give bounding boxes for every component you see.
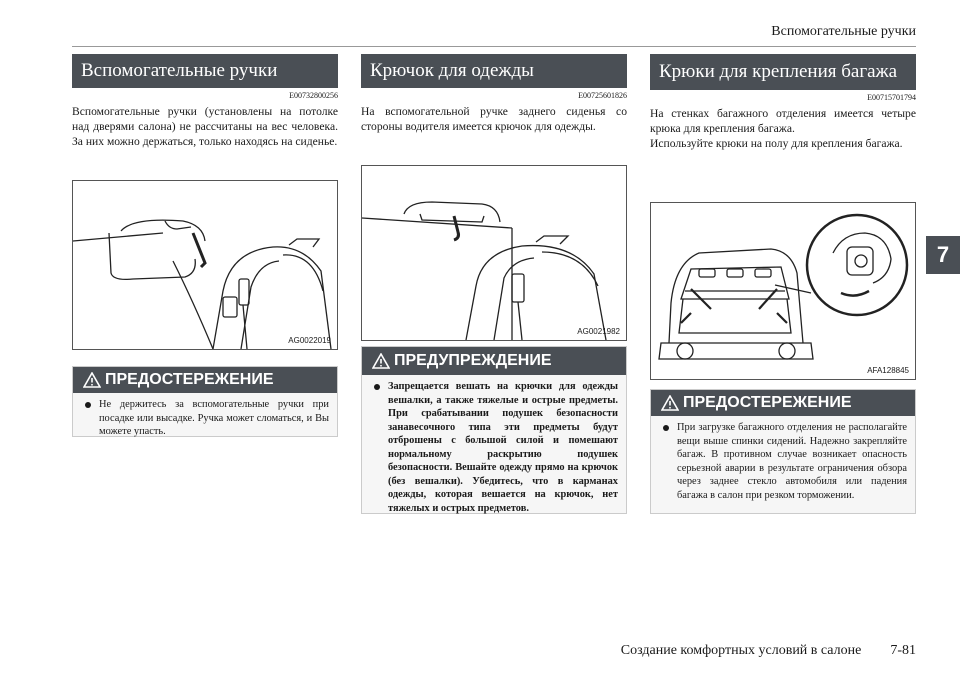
warning-caption bbox=[362, 347, 626, 375]
caution-caption bbox=[73, 367, 337, 393]
warning-triangle-icon bbox=[372, 353, 390, 369]
bullet-icon bbox=[374, 384, 380, 390]
caution-item bbox=[651, 416, 915, 508]
caution-box-luggage-hooks bbox=[650, 389, 916, 514]
page-number: 7-81 bbox=[890, 643, 916, 658]
chapter-tab: 7 bbox=[926, 236, 960, 274]
section-body-1: На стенках багажного отделения имеется четыре крюка для крепления багажа. bbox=[650, 106, 916, 135]
assist-grip-illustration bbox=[72, 180, 338, 350]
illustration-code: AG0022019 bbox=[288, 336, 331, 345]
caution-text: Не держитесь за вспомогательные ручки при посадке или высадке. Ручка может сломаться, и Вы можете упасть. bbox=[99, 399, 329, 437]
section-header-assist-grips: Вспомогательные ручки bbox=[72, 54, 338, 88]
warning-box-coat-hook bbox=[361, 346, 627, 514]
caution-text: При загрузке багажного отделения не располагайте вещи выше спинки сидений. Надежно закрепляйте багаж. В противном случае возникает опасность серьезной аварии в результате ограничения обзора через заднее стекло автомобиля или падения багажа в салон при резком торможении. bbox=[677, 422, 907, 501]
illustration-code: AG0021982 bbox=[577, 327, 620, 336]
section-code: E00725601826 bbox=[578, 90, 627, 100]
section-code: E00715701794 bbox=[867, 92, 916, 102]
bullet-icon bbox=[663, 425, 669, 431]
coat-hook-illustration bbox=[361, 165, 627, 341]
section-body: Вспомогательные ручки (установлены на потолке над дверями салона) не рассчитаны на вес человека. За них можно держаться, только находясь на сиденье. bbox=[72, 104, 338, 148]
illustration-code: AFA128845 bbox=[867, 366, 909, 375]
caution-title: ПРЕДОСТЕРЕЖЕНИЕ bbox=[683, 394, 852, 411]
running-head: Вспомогательные ручки bbox=[771, 24, 916, 39]
caution-item bbox=[73, 393, 337, 445]
section-body: На вспомогательной ручке заднего сиденья со стороны водителя имеется крючок для одежды. bbox=[361, 104, 627, 133]
section-code: E00732800256 bbox=[289, 90, 338, 100]
warning-item bbox=[362, 375, 626, 521]
warning-triangle-icon bbox=[83, 372, 101, 388]
column-coat-hook bbox=[361, 54, 627, 134]
warning-title: ПРЕДУПРЕЖДЕНИЕ bbox=[394, 352, 552, 369]
column-assist-grips bbox=[72, 54, 338, 149]
assist-grip-drawing-icon bbox=[73, 181, 337, 349]
cargo-area-drawing-icon bbox=[651, 203, 915, 379]
page-footer bbox=[621, 643, 916, 659]
warning-triangle-icon bbox=[661, 395, 679, 411]
column-luggage-hooks bbox=[650, 54, 916, 151]
warning-text: Запрещается вешать на крючки для одежды вешалки, а также тяжелые и острые предметы. При срабатывании подушек безопасности занавесочного типа эти предметы будут отброшены с большой силой и помешают нормальному раскрытию подушек безопасности. Вешайте одежду прямо на крючок (без вешалки). Убедитесь, что в карманах одежды, которая вешается на крючок, нет тяжелых и острых предметов. bbox=[388, 381, 618, 514]
footer-section: Создание комфортных условий в салоне bbox=[620, 643, 862, 658]
coat-hook-drawing-icon bbox=[362, 166, 626, 340]
section-header-luggage-hooks: Крюки для крепления багажа bbox=[650, 54, 916, 90]
caution-title: ПРЕДОСТЕРЕЖЕНИЕ bbox=[105, 371, 274, 388]
section-header-coat-hook: Крючок для одежды bbox=[361, 54, 627, 88]
header-rule bbox=[72, 46, 916, 47]
caution-box-assist-grips bbox=[72, 366, 338, 437]
section-body-2: Используйте крюки на полу для крепления багажа. bbox=[650, 136, 903, 150]
luggage-hooks-illustration bbox=[650, 202, 916, 380]
caution-caption bbox=[651, 390, 915, 416]
bullet-icon bbox=[85, 402, 91, 408]
